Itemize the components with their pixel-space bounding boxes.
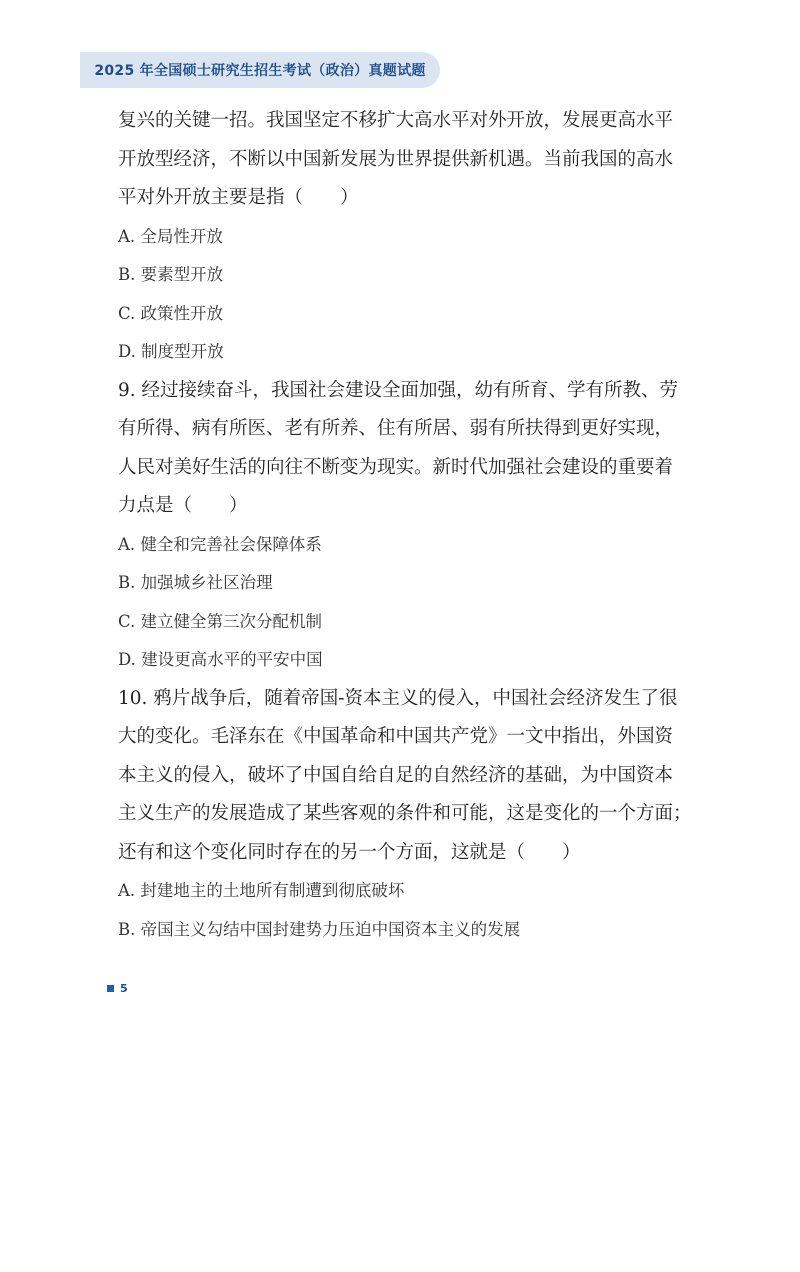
question-8-option-a: A. 全局性开放 [118,226,223,246]
question-9-stem-line: 人民对美好生活的向往不断变为现实。新时代加强社会建设的重要着 [118,456,674,478]
question-8-stem-line: 开放型经济，不断以中国新发展为世界提供新机遇。当前我国的高水 [118,148,674,170]
question-10-option-a: A. 封建地主的土地所有制遭到彻底破坏 [118,881,405,900]
question-8-stem-line: 复兴的关键一招。我国坚定不移扩大高水平对外开放，发展更高水平 [118,110,674,131]
question-9-option-c: C. 建立健全第三次分配机制 [118,611,323,631]
question-8-stem-line: 平对外开放主要是指（ ） [118,187,359,208]
question-10-stem-line: 本主义的侵入，破坏了中国自给自足的自然经济的基础，为中国资本 [118,764,674,786]
question-9-stem-line: 有所得、病有所医、老有所养、住有所居、弱有所扶得到更好实现， [118,418,674,439]
question-10-stem-line: 主义生产的发展造成了某些客观的条件和可能，这是变化的一个方面； [118,803,692,824]
question-10-stem-line: 10. 鸦片战争后，随着帝国-资本主义的侵入，中国社会经济发生了很 [118,687,678,709]
question-content [118,102,693,949]
question-9-stem-line: 9. 经过接续奋斗，我国社会建设全面加强，幼有所育、学有所教、劳 [118,379,679,401]
question-8-options [118,218,693,372]
question-8-option-c: C. 政策性开放 [118,303,224,323]
question-9-stem-line: 力点是（ ） [118,495,248,516]
question-10-options [118,872,693,949]
question-8-option-d: D. 制度型开放 [118,342,224,361]
question-9-option-a: A. 健全和完善社会保障体系 [118,534,322,554]
page-footer [107,982,128,995]
question-10-stem [118,680,693,873]
question-8-option-b: B. 要素型开放 [118,265,224,284]
question-10-stem-line: 大的变化。毛泽东在《中国革命和中国共产党》一文中指出，外国资 [118,726,674,747]
question-9-options [118,526,693,680]
question-9-option-b: B. 加强城乡社区治理 [118,573,273,592]
question-9-stem [118,372,693,526]
header-banner [80,52,440,88]
page-number: 5 [120,982,128,995]
square-bullet-icon [107,985,114,992]
question-9-option-d: D. 建设更高水平的平安中国 [118,650,323,669]
question-10-stem-line: 还有和这个变化同时存在的另一个方面，这就是（ ） [118,841,581,863]
question-8-stem [118,102,693,218]
header-title: 2025 年全国硕士研究生招生考试（政治）真题试题 [94,63,426,79]
question-10-option-b: B. 帝国主义勾结中国封建势力压迫中国资本主义的发展 [118,919,521,939]
